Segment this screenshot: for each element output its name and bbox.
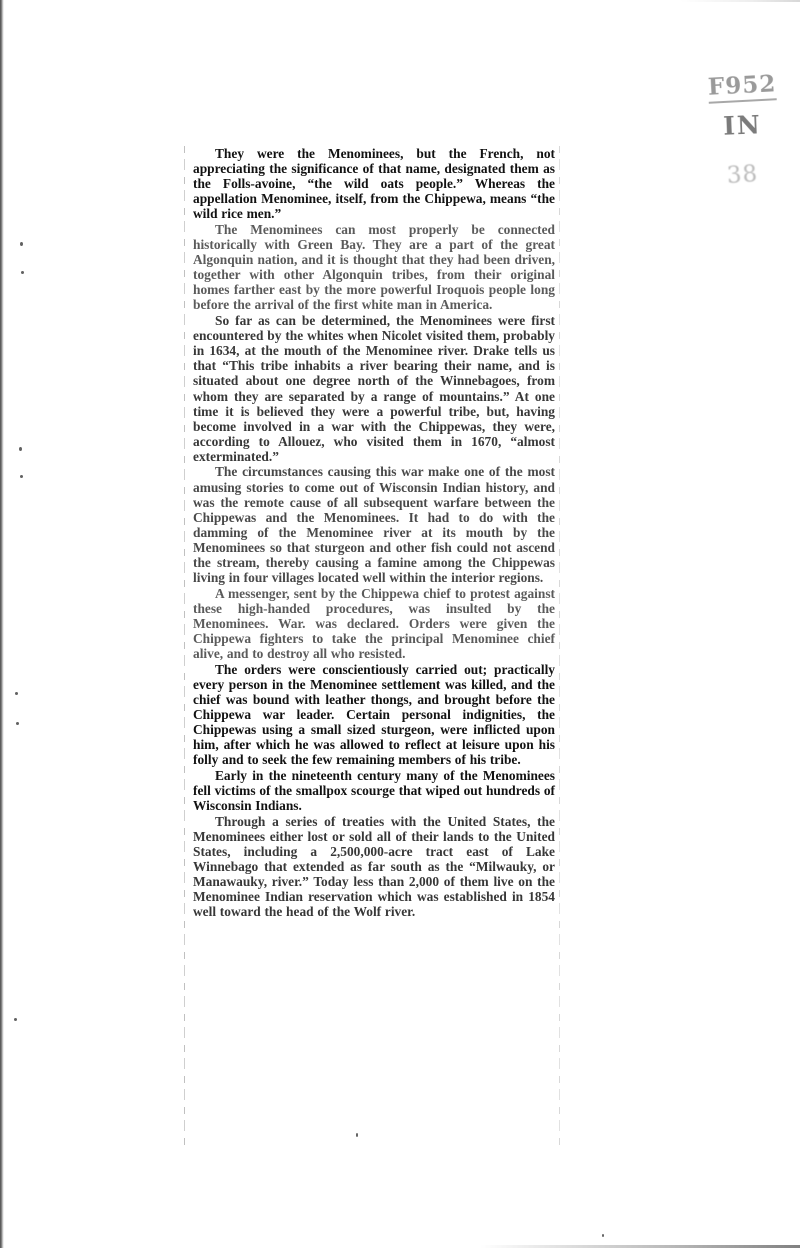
paragraph: Early in the nineteenth century many of the Menominees fell victims of the smallpox scourge that wiped out hundreds of Wisconsin Indians.: [193, 767, 555, 814]
paragraph: A messenger, sent by the Chippewa chief to protest against these high-handed procedures, was insulted by the Menominees. War. was declared. Orders were given the Chippewa fighters to take the principal Menominee chief alive, and to destroy all who resisted.: [193, 585, 555, 662]
scan-speck: [20, 242, 23, 246]
paragraph: Through a series of treaties with the United States, the Menominees either lost or sold all of their lands to the United States, including a 2,500,000-acre tract east of Lake Winnebago that extended as far south as the “Milwauky, or Manawauky, river.” Today less than 2,000 of them live on the Menominee Indian reservation which was established in 1854 well toward the head of the Wolf river.: [193, 813, 555, 920]
scan-speck: [19, 447, 22, 451]
archival-item-number: 38: [725, 160, 760, 190]
scan-speck: [20, 475, 23, 478]
newspaper-clipping: [193, 146, 555, 920]
scan-edge-top-right: [680, 0, 800, 2]
scan-speck: [21, 271, 24, 274]
scan-speck: [14, 1018, 17, 1021]
paragraph: They were the Menominees, but the French, not appreciating the significance of that name, designated them as the Folls-avoine, “the wild oats people.” Whereas the appellation Menominee, itself, from the Chippewa, means “the wild rice men.”: [193, 146, 555, 222]
clipping-left-edge: [184, 146, 185, 1146]
scan-speck: [602, 1234, 604, 1237]
paragraph: The Menominees can most properly be connected historically with Green Bay. They are a part of the great Algonquin nation, and it is thought that they had been driven, together with other Algonquin tribes, from their original homes farther east by the more powerful Iroquois people long before the arrival of the first white man in America.: [193, 221, 555, 313]
scan-speck: [16, 722, 19, 725]
scan-edge-left: [0, 0, 4, 1248]
archival-call-number: F952: [708, 70, 778, 104]
clipping-right-edge: [559, 146, 560, 1146]
archival-call-number-block: [690, 72, 795, 188]
paragraph: The orders were conscientiously carried out; practically every person in the Menominee settlement was killed, and the chief was bound with leather thongs, and brought before the Chippewa war leader. Certain personal indignities, the Chippewas using a small sized sturgeon, were inflicted upon him, after which he was allowed to reflect at leisure upon his folly and to seek the few remaining members of his tribe.: [193, 661, 555, 768]
scan-speck: [356, 1133, 358, 1137]
paragraph: So far as can be determined, the Menominees were first encountered by the whites when Nicolet visited them, probably in 1634, at the mouth of the Menominee river. Drake tells us that “This tribe inhabits a river bearing their name, and is situated about one degree north of the Winnebagoes, from whom they are separated by a range of mountains.” At one time it is believed they were a powerful tribe, but, having become involved in a war with the Chippewas, they were, according to Allouez, who visited them in 1670, “almost exterminated.”: [193, 313, 555, 464]
clipping-text-column: [193, 146, 555, 919]
paragraph: The circumstances causing this war make one of the most amusing stories to come out of Wisconsin Indian history, and was the remote cause of all subsequent warfare between the Chippewas and the Menominees. It had to do with the damming of the Menominee river at its mouth by the Menominees so that sturgeon and other fish could not ascend the stream, thereby causing a famine among the Chippewas living in four villages located well within the interior regions.: [193, 464, 555, 586]
archival-collection-code: IN: [722, 110, 763, 141]
scan-speck: [15, 692, 18, 695]
